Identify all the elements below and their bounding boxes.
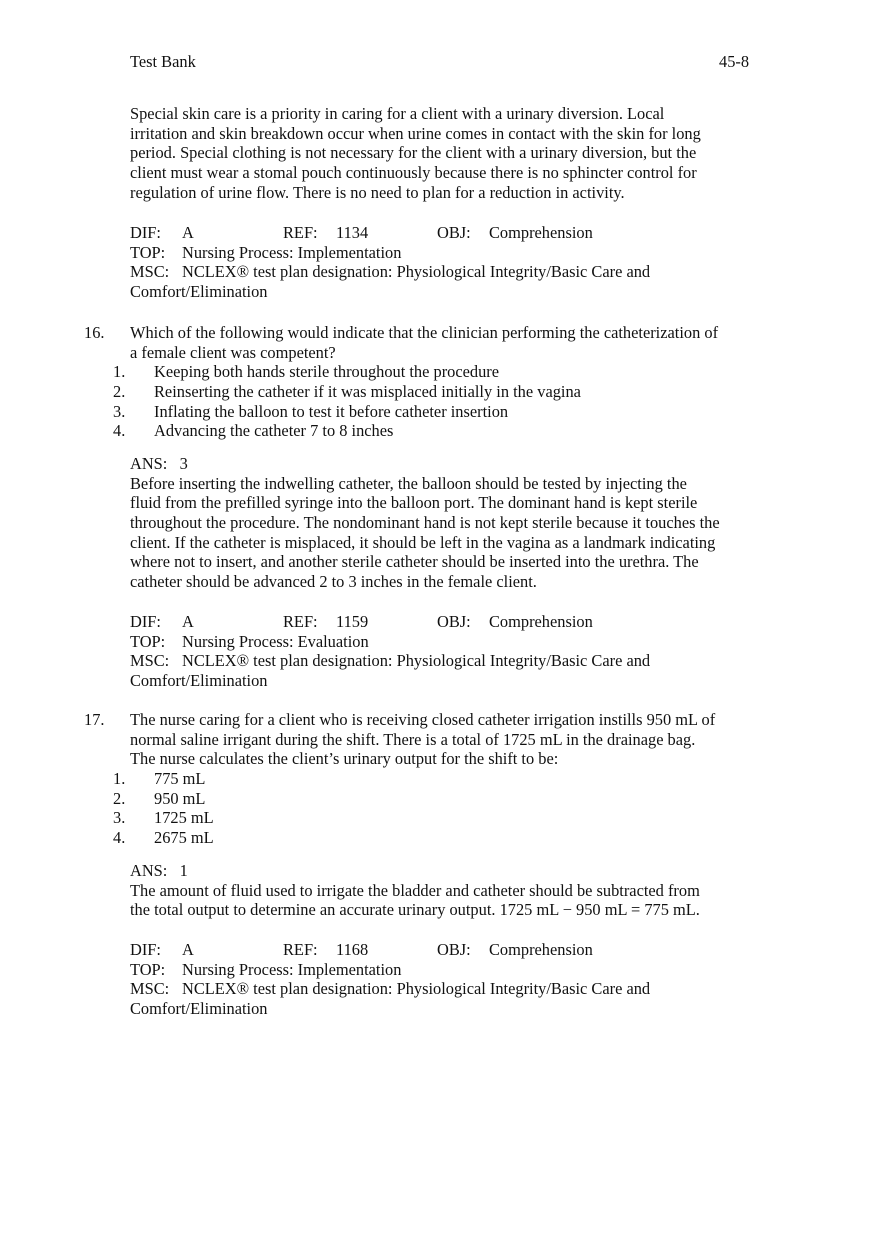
meta-row-msc xyxy=(130,262,770,282)
option-text: Advancing the catheter 7 to 8 inches xyxy=(154,421,394,441)
meta-top: Nursing Process: Implementation xyxy=(182,959,402,979)
rationale xyxy=(130,104,770,202)
header-left: Test Bank xyxy=(130,52,196,71)
question-17 xyxy=(84,710,770,848)
option-text: Keeping both hands sterile throughout the procedure xyxy=(154,362,500,382)
meta-ref: 1168 xyxy=(336,940,369,959)
meta-obj-label: OBJ: xyxy=(437,940,471,959)
header-page-number: 45-8 xyxy=(719,52,750,71)
meta-msc-continued: Comfort/Elimination xyxy=(130,999,268,1019)
meta-obj: Comprehension xyxy=(489,612,593,631)
question-stem-line: The nurse caring for a client who is receiving closed catheter irrigation instills 950 mL of xyxy=(130,710,716,729)
question-meta xyxy=(130,223,770,302)
meta-dif: A xyxy=(182,223,194,242)
option-number: 1. xyxy=(113,362,126,382)
meta-msc: NCLEX® test plan designation: Physiological Integrity/Basic Care and xyxy=(182,979,651,999)
meta-dif: A xyxy=(182,940,194,959)
rationale-line: The amount of fluid used to irrigate the bladder and catheter should be subtracted from xyxy=(130,880,700,900)
rationale-line: the total output to determine an accurate urinary output. 1725 mL − 950 mL = 775 mL. xyxy=(130,900,700,920)
meta-msc: NCLEX® test plan designation: Physiological Integrity/Basic Care and xyxy=(182,651,651,671)
option-text: 2675 mL xyxy=(154,828,214,848)
rationale-line: throughout the procedure. The nondominant hand is not kept sterile because it touches the xyxy=(130,513,720,533)
meta-msc-label: MSC: xyxy=(130,651,170,671)
question-meta xyxy=(130,612,770,691)
question-meta xyxy=(130,940,770,1019)
option-text: 775 mL xyxy=(154,769,206,789)
meta-row-msc xyxy=(130,651,770,671)
answer-option xyxy=(113,401,770,422)
meta-ref-label: REF: xyxy=(283,223,318,242)
meta-row-topic xyxy=(130,960,770,980)
question-stem-line: Which of the following would indicate that the clinician performing the catheterization of xyxy=(130,323,719,342)
meta-row-dif-ref-obj xyxy=(130,940,770,960)
meta-row-topic xyxy=(130,243,770,263)
option-text: Inflating the balloon to test it before catheter insertion xyxy=(154,401,509,421)
question-16 xyxy=(84,323,770,441)
question-number: 17. xyxy=(84,710,105,729)
meta-ref-label: REF: xyxy=(283,612,318,631)
meta-row-msc xyxy=(130,979,770,999)
meta-dif-label: DIF: xyxy=(130,223,161,242)
meta-msc-continued: Comfort/Elimination xyxy=(130,282,268,302)
rationale-line: where not to insert, and another sterile catheter should be inserted into the urethra. The xyxy=(130,552,699,572)
option-number: 3. xyxy=(113,401,126,421)
option-number: 2. xyxy=(113,788,126,808)
rationale-line: regulation of urine flow. There is no need to plan for a reduction in activity. xyxy=(130,182,625,202)
answer-block xyxy=(130,861,770,920)
meta-top-label: TOP: xyxy=(130,242,166,262)
answer-option xyxy=(113,362,770,382)
meta-ref-label: REF: xyxy=(283,940,318,959)
meta-ref: 1159 xyxy=(336,612,369,631)
rationale-line: client. If the catheter is misplaced, it should be left in the vagina as a landmark indicating xyxy=(130,532,716,552)
meta-top-label: TOP: xyxy=(130,631,166,651)
option-number: 4. xyxy=(113,421,126,441)
answer-option xyxy=(113,808,770,828)
meta-obj-label: OBJ: xyxy=(437,612,471,631)
option-number: 4. xyxy=(113,828,126,848)
meta-msc: NCLEX® test plan designation: Physiological Integrity/Basic Care and xyxy=(182,262,651,282)
option-text: 950 mL xyxy=(154,788,206,808)
meta-obj: Comprehension xyxy=(489,940,593,959)
question-number: 16. xyxy=(84,323,105,342)
answer-option xyxy=(113,769,770,789)
rationale-line: period. Special clothing is not necessary for the client with a urinary diversion, but the xyxy=(130,143,697,163)
meta-dif-label: DIF: xyxy=(130,612,161,631)
meta-dif-label: DIF: xyxy=(130,940,161,959)
option-number: 2. xyxy=(113,382,126,402)
rationale-line: Special skin care is a priority in caring for a client with a urinary diversion. Local xyxy=(130,104,665,123)
question-stem-line: a female client was competent? xyxy=(130,342,336,362)
answer-key: ANS: 1 xyxy=(130,861,188,880)
meta-msc-label: MSC: xyxy=(130,979,170,999)
answer-option xyxy=(113,382,770,402)
question-stem-line: normal saline irrigant during the shift. There is a total of 1725 mL in the drainage bag. xyxy=(130,729,696,749)
answer-key: ANS: 3 xyxy=(130,454,188,473)
option-number: 1. xyxy=(113,769,126,789)
rationale-line: irritation and skin breakdown occur when urine comes in contact with the skin for long xyxy=(130,123,701,143)
meta-top: Nursing Process: Evaluation xyxy=(182,631,369,651)
meta-dif: A xyxy=(182,612,194,631)
meta-top-label: TOP: xyxy=(130,959,166,979)
meta-obj-label: OBJ: xyxy=(437,223,471,242)
meta-ref: 1134 xyxy=(336,223,369,242)
meta-obj: Comprehension xyxy=(489,223,593,242)
question-stem-line: The nurse calculates the client’s urinary output for the shift to be: xyxy=(130,749,559,769)
answer-option xyxy=(113,421,770,441)
option-text: 1725 mL xyxy=(154,808,214,828)
answer-block xyxy=(130,454,770,592)
rationale-line: catheter should be advanced 2 to 3 inches in the female client. xyxy=(130,572,537,592)
meta-msc-continued: Comfort/Elimination xyxy=(130,671,268,691)
option-text: Reinserting the catheter if it was misplaced initially in the vagina xyxy=(154,382,581,402)
rationale-line: client must wear a stomal pouch continuously because there is no sphincter control for xyxy=(130,163,697,183)
answer-option xyxy=(113,788,770,809)
rationale-line: Before inserting the indwelling catheter, the balloon should be tested by injecting the xyxy=(130,473,687,493)
meta-top: Nursing Process: Implementation xyxy=(182,242,402,262)
rationale-line: fluid from the prefilled syringe into the balloon port. The dominant hand is kept sterile xyxy=(130,493,698,513)
meta-row-topic xyxy=(130,632,770,652)
meta-row-dif-ref-obj xyxy=(130,223,770,243)
option-number: 3. xyxy=(113,808,126,828)
meta-row-dif-ref-obj xyxy=(130,612,770,632)
meta-msc-label: MSC: xyxy=(130,262,170,282)
answer-option xyxy=(113,828,770,848)
